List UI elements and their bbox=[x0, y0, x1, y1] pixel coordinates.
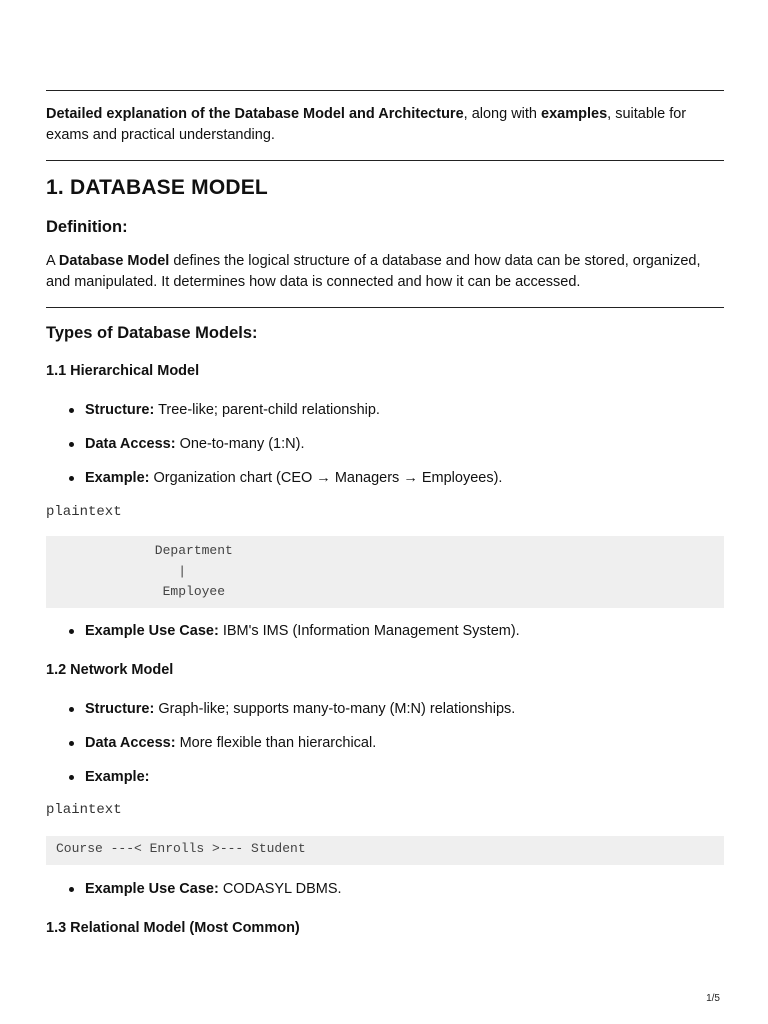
intro-text-1: , along with bbox=[463, 106, 542, 122]
code-block-hierarchical bbox=[46, 536, 724, 608]
intro-bold-1: Detailed explanation of the Database Model and Architecture bbox=[46, 106, 464, 122]
list-item bbox=[46, 468, 724, 488]
bullet-label: Data Access: bbox=[85, 436, 176, 452]
bullet-label: Example: bbox=[85, 769, 150, 785]
definition-post: defines the logical structure of a database and how data can be stored, organized, and manipulated. It determines how data is connected and how it can be accessed. bbox=[46, 253, 701, 290]
bullet-label: Structure: bbox=[85, 701, 155, 717]
list-item bbox=[46, 699, 724, 719]
intro-paragraph bbox=[46, 104, 724, 146]
network-bullets bbox=[46, 699, 724, 787]
code-block-network bbox=[46, 836, 724, 865]
intro-divider bbox=[46, 160, 724, 161]
definition-paragraph bbox=[46, 251, 724, 293]
list-item bbox=[46, 733, 724, 753]
definition-divider bbox=[46, 307, 724, 308]
bullet-label: Example: bbox=[85, 470, 150, 486]
bullet-text: Organization chart (CEO → Managers → Employees). bbox=[149, 470, 503, 486]
hierarchical-heading: 1.1 Hierarchical Model bbox=[46, 363, 200, 379]
hierarchical-bullets bbox=[46, 400, 724, 488]
definition-heading: Definition: bbox=[46, 218, 128, 236]
bullet-text: CODASYL DBMS. bbox=[218, 881, 342, 897]
definition-bold: Database Model bbox=[58, 253, 170, 269]
list-item bbox=[46, 434, 724, 454]
code-text: Department | Employee bbox=[154, 543, 233, 599]
list-item bbox=[46, 400, 724, 420]
definition-pre: A bbox=[46, 253, 59, 269]
list-item bbox=[46, 767, 724, 787]
code-language-label: plaintext bbox=[46, 504, 122, 520]
section-title: 1. DATABASE MODEL bbox=[46, 176, 268, 199]
network-heading: 1.2 Network Model bbox=[46, 662, 174, 678]
code-language-label: plaintext bbox=[46, 802, 122, 818]
types-heading: Types of Database Models: bbox=[46, 324, 258, 342]
list-item bbox=[46, 621, 724, 641]
intro-text-2: , suitable for exams and practical understanding. bbox=[46, 106, 687, 143]
bullet-text: One-to-many (1:N). bbox=[175, 436, 305, 452]
top-divider bbox=[46, 90, 724, 91]
bullet-text: Graph-like; supports many-to-many (M:N) relationships. bbox=[154, 701, 516, 717]
bullet-text: More flexible than hierarchical. bbox=[175, 735, 377, 751]
bullet-label: Data Access: bbox=[85, 735, 176, 751]
relational-heading: 1.3 Relational Model (Most Common) bbox=[46, 920, 300, 936]
bullet-text: Tree-like; parent-child relationship. bbox=[154, 402, 380, 418]
bullet-text: IBM's IMS (Information Management System). bbox=[218, 623, 520, 639]
bullet-label: Example Use Case: bbox=[85, 881, 219, 897]
network-use-case bbox=[46, 879, 724, 899]
list-item bbox=[46, 879, 724, 899]
intro-bold-2: examples bbox=[541, 106, 608, 122]
page-number: 1/5 bbox=[706, 993, 720, 1004]
hierarchical-use-case bbox=[46, 621, 724, 641]
bullet-label: Structure: bbox=[85, 402, 155, 418]
bullet-label: Example Use Case: bbox=[85, 623, 219, 639]
code-text: Course ---< Enrolls >--- Student bbox=[56, 841, 306, 856]
